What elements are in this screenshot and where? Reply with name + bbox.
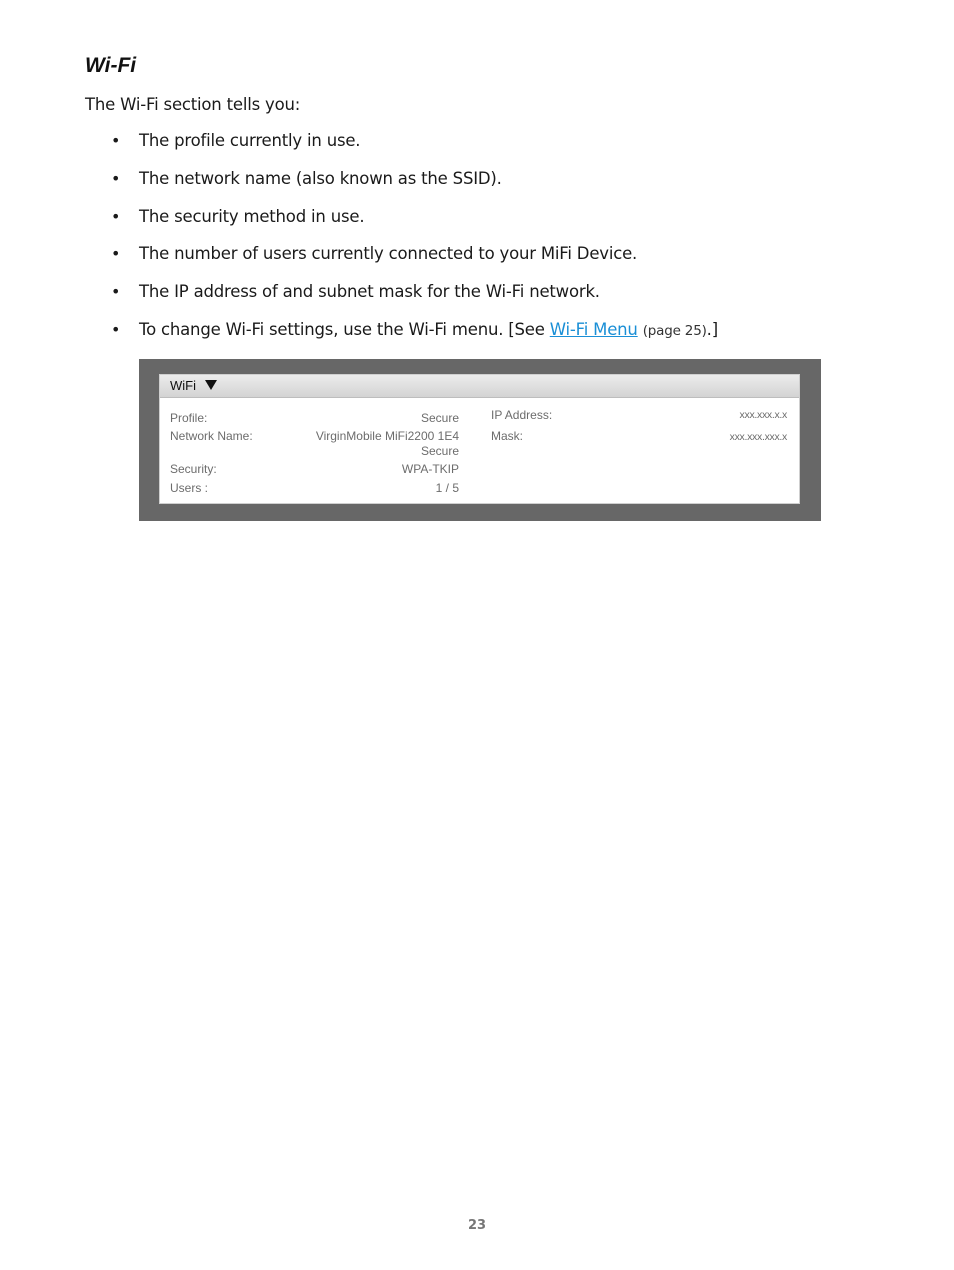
page-reference: (page 25): [642, 322, 707, 339]
bullet-text: The number of users currently connected to your MiFi Device.: [139, 244, 638, 264]
wifi-widget-header: [160, 375, 799, 398]
bullet-dot: •: [111, 168, 121, 188]
ip-address-value: xxx.xxx.x.x: [739, 409, 787, 421]
bullet-dot: •: [111, 319, 121, 339]
bullet-item-profile: [108, 131, 718, 169]
bullet-dot: •: [111, 244, 121, 264]
bullet-text-suffix: .]: [706, 319, 718, 339]
bullet-text: The profile currently in use.: [139, 131, 361, 150]
network-name-label: Network Name:: [170, 429, 253, 443]
bullet-dot: •: [111, 282, 121, 302]
profile-label: Profile:: [170, 411, 208, 425]
bullet-text: The IP address of and subnet mask for the Wi-Fi network.: [139, 282, 600, 302]
bullet-item-change-settings: [108, 320, 718, 358]
bullet-dot: •: [111, 206, 121, 226]
bullet-item-security: [108, 207, 718, 245]
mask-label: Mask:: [491, 429, 524, 443]
wifi-status-widget: [159, 374, 800, 504]
security-label: Security:: [170, 462, 217, 476]
bullet-text-prefix: To change Wi-Fi settings, use the Wi-Fi menu. [See: [139, 319, 550, 339]
ip-address-label: IP Address:: [491, 408, 553, 422]
users-label: Users :: [170, 481, 209, 495]
wifi-widget-title: WiFi: [170, 378, 196, 393]
profile-value: Secure: [420, 411, 459, 425]
feature-bullet-list: [108, 131, 718, 358]
network-name-value: VirginMobile MiFi2200 1E4: [315, 429, 459, 443]
bullet-text: The security method in use.: [139, 206, 365, 226]
mask-value: xxx.xxx.xxx.x: [729, 431, 787, 443]
wifi-menu-link[interactable]: Wi-Fi Menu: [549, 319, 638, 339]
intro-text: The Wi-Fi section tells you:: [85, 95, 301, 114]
bullet-item-network-name: [108, 169, 718, 207]
triangle-down-icon[interactable]: [205, 380, 217, 390]
network-name-value-line2: Secure: [420, 444, 459, 458]
bullet-dot: •: [111, 131, 121, 150]
wifi-screenshot-panel: [139, 359, 821, 521]
bullet-text: The network name (also known as the SSID).: [139, 168, 502, 188]
security-value: WPA-TKIP: [401, 462, 459, 476]
page-number: 23: [467, 1218, 487, 1233]
bullet-item-ip-address: [108, 282, 718, 320]
users-value: 1 / 5: [435, 481, 459, 495]
bullet-item-users: [108, 244, 718, 282]
section-heading: Wi-Fi: [85, 54, 137, 77]
